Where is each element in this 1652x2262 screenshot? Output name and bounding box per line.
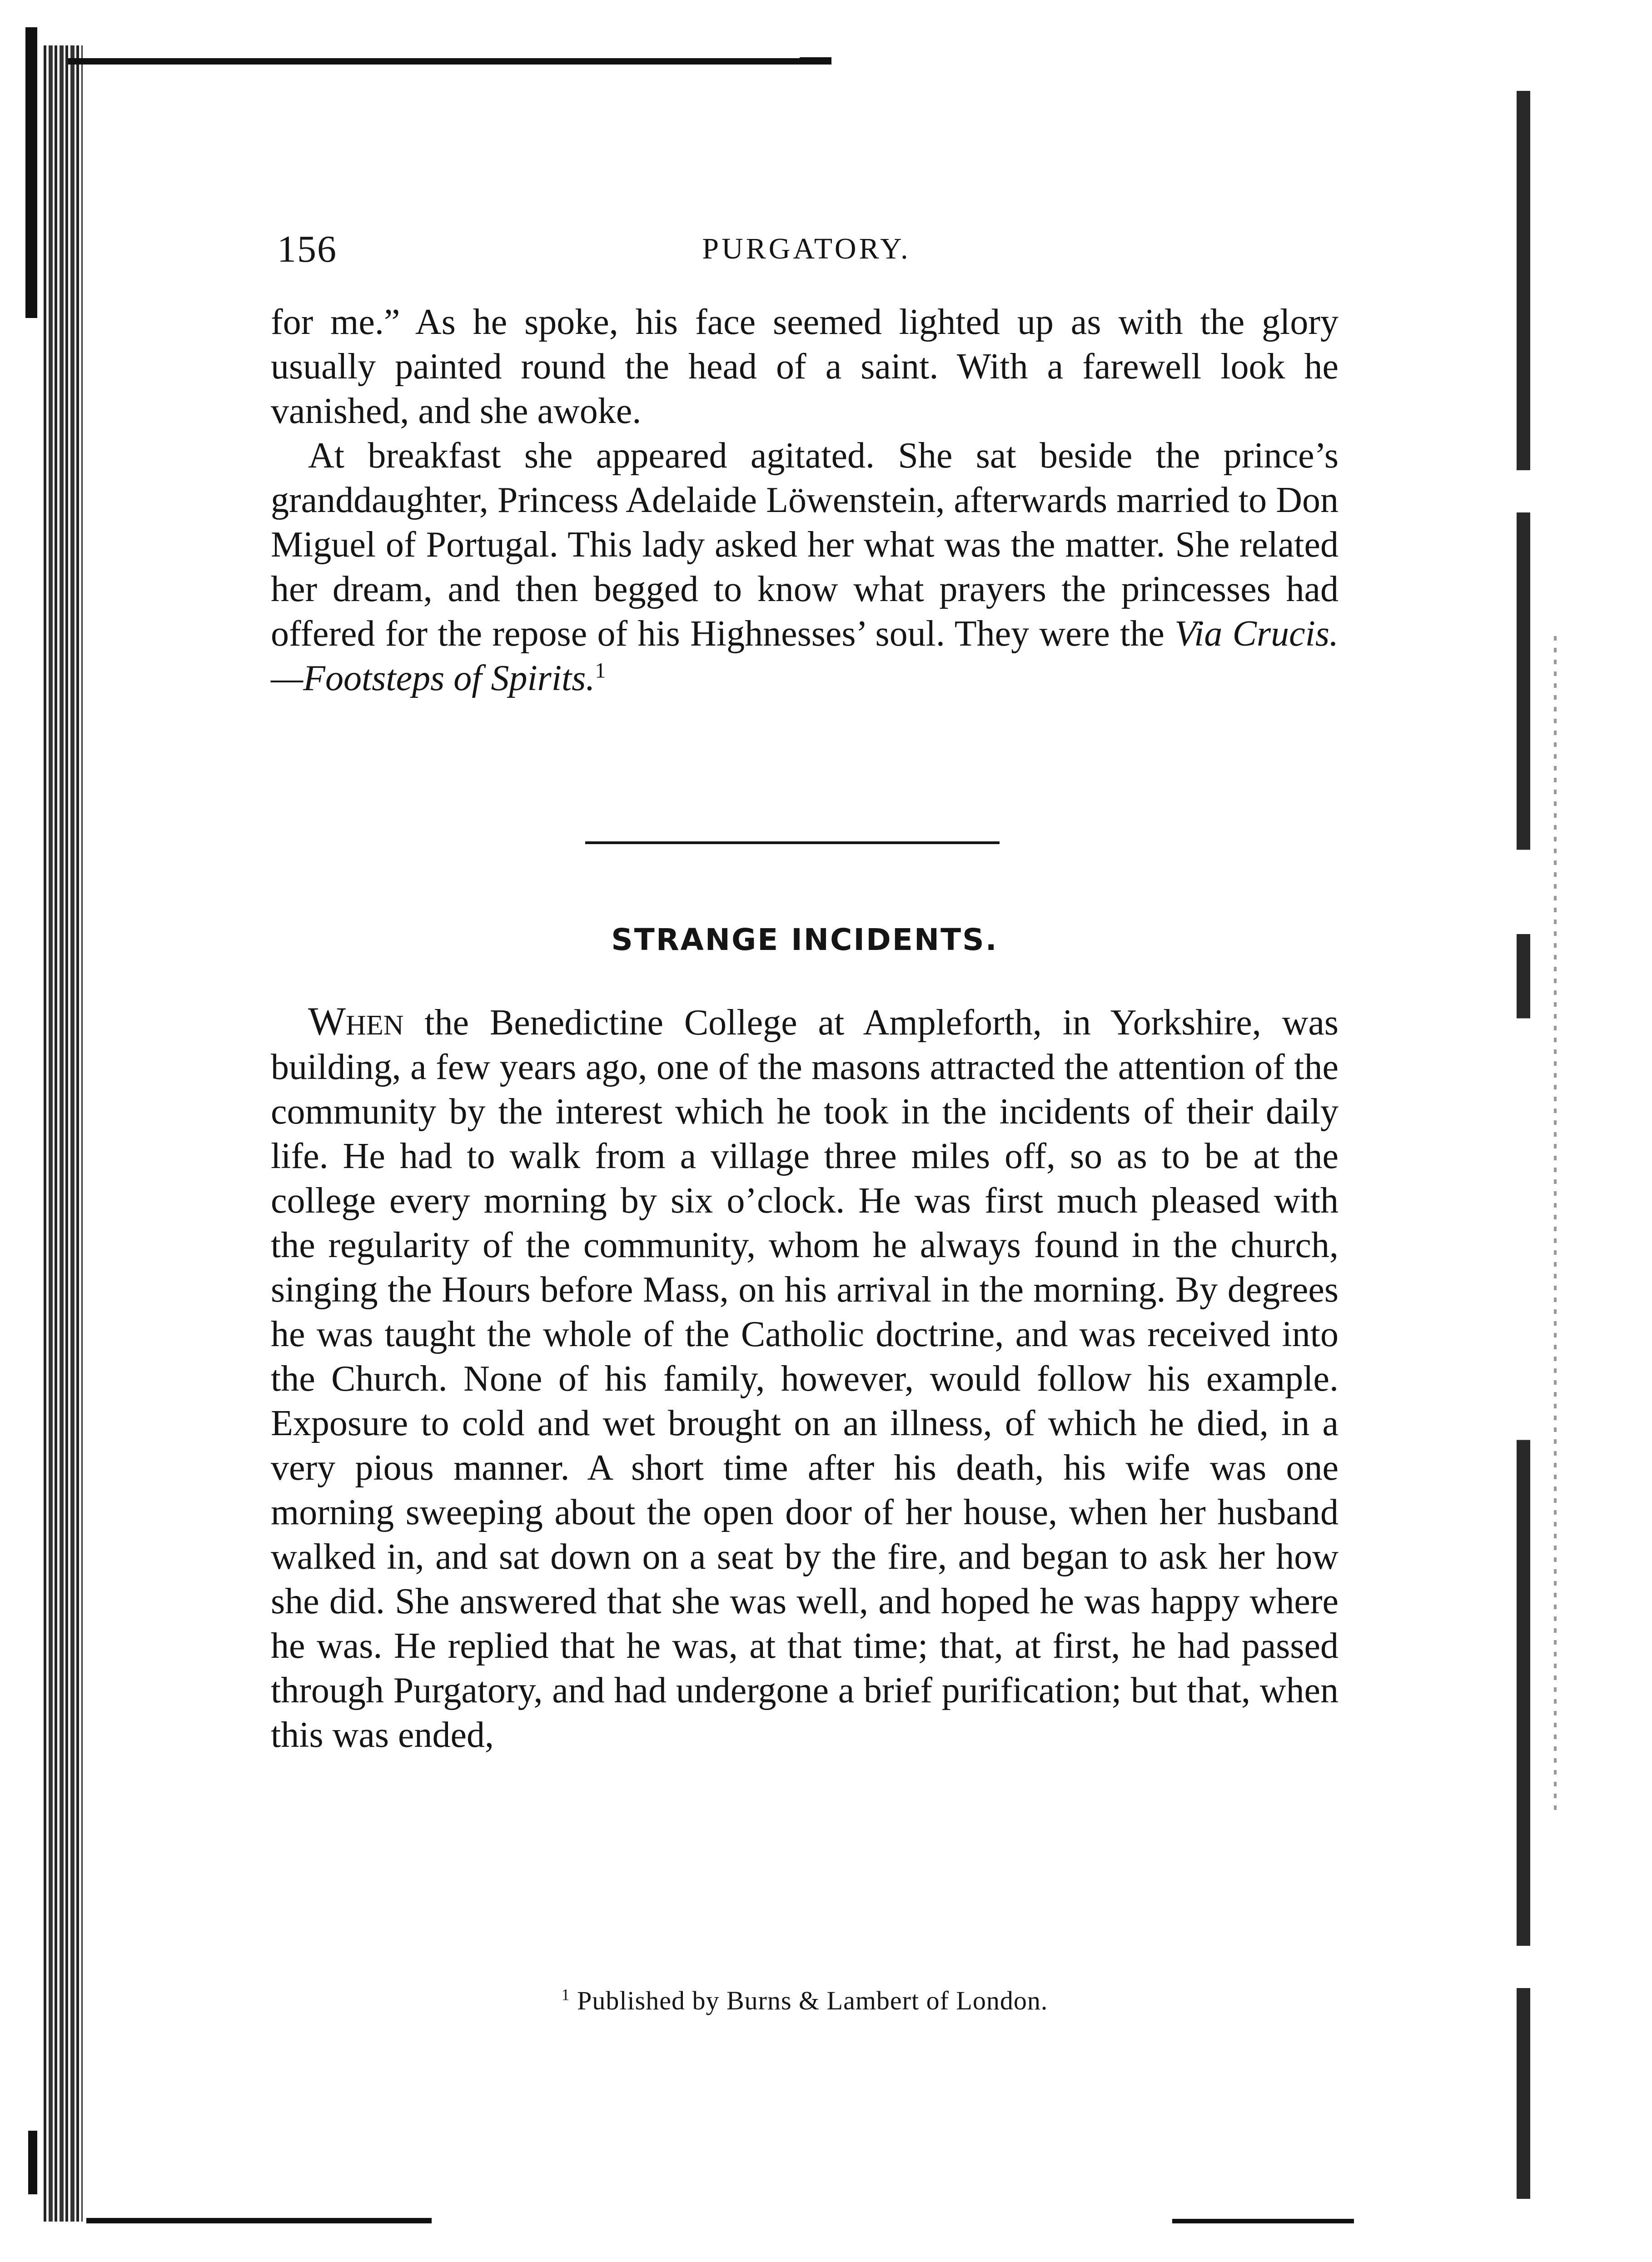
footnote-reference: 1 xyxy=(595,658,606,683)
top-frame-line xyxy=(68,58,804,65)
binding-shadow-bottom xyxy=(28,2131,37,2194)
breakfast-paragraph xyxy=(271,433,1339,701)
right-page-edge xyxy=(1517,91,1530,2199)
section-text xyxy=(271,999,1339,1757)
bottom-frame-line-right xyxy=(1172,2219,1354,2223)
binding-shadow-top xyxy=(25,27,37,318)
footnote-text: Published by Burns & Lambert of London. xyxy=(570,1986,1048,2015)
running-head xyxy=(277,227,1336,268)
bottom-frame-line xyxy=(86,2218,432,2223)
binding-edge xyxy=(44,45,83,2222)
footnote-mark: 1 xyxy=(561,1985,570,2004)
running-title: PURGATORY. xyxy=(702,232,911,265)
carryover-text xyxy=(271,300,1339,701)
breakfast-paragraph-text: At breakfast she appeared agitated. She sat beside the prince’s granddaughter, Princess Adelaide Löwenstein, afterwards married to Don Miguel of Portugal. This lady asked her what was the matter. She related her dream, and then begged to know what prayers the princesses had offered for the repose of his Highnesses’ soul. They were the xyxy=(271,436,1339,654)
section-heading: STRANGE INCIDENTS. xyxy=(611,922,998,957)
source-citation: Via Crucis.—Footsteps of Spirits. xyxy=(271,614,1339,698)
section-divider xyxy=(585,841,1000,844)
footnote xyxy=(271,1985,1339,2016)
page-number: 156 xyxy=(277,228,337,270)
carryover-paragraph: for me.” As he spoke, his face seemed lighted up as with the glory usually painted round the head of a saint. With a farewell look he vanished, and she awoke. xyxy=(271,302,1339,431)
section-paragraph-text: the Benedictine College at Ampleforth, in Yorkshire, was building, a few years ago, one of the masons attracted the attention of the community by the interest which he took in the incidents of their daily life. He had to walk from a village three miles off, so as to be at the college every morning by six o’clock. He was first much pleased with the regularity of the community, whom he always found in the church, singing the Hours before Mass, on his arrival in the morning. By degrees he was taught the whole of the Catholic doctrine, and was received into the Church. None of his family, however, would follow his example. Exposure to cold and wet brought on an illness, of which he died, in a very pious manner. A short time after his death, his wife was one morning sweeping about the open door of her house, when her husband walked in, and sat down on a seat by the fire, and began to ask her how she did. She answered that she was well, and hoped he was happy where he was. He replied that he was, at that time; that, at first, he had passed through Purgatory, and had undergone a brief purification; but that, when this was ended, xyxy=(271,1003,1339,1755)
section-paragraph xyxy=(271,999,1339,1757)
right-page-edge-speckle xyxy=(1554,636,1557,1817)
top-frame-fragment xyxy=(800,57,831,65)
opening-word: When xyxy=(308,999,404,1044)
